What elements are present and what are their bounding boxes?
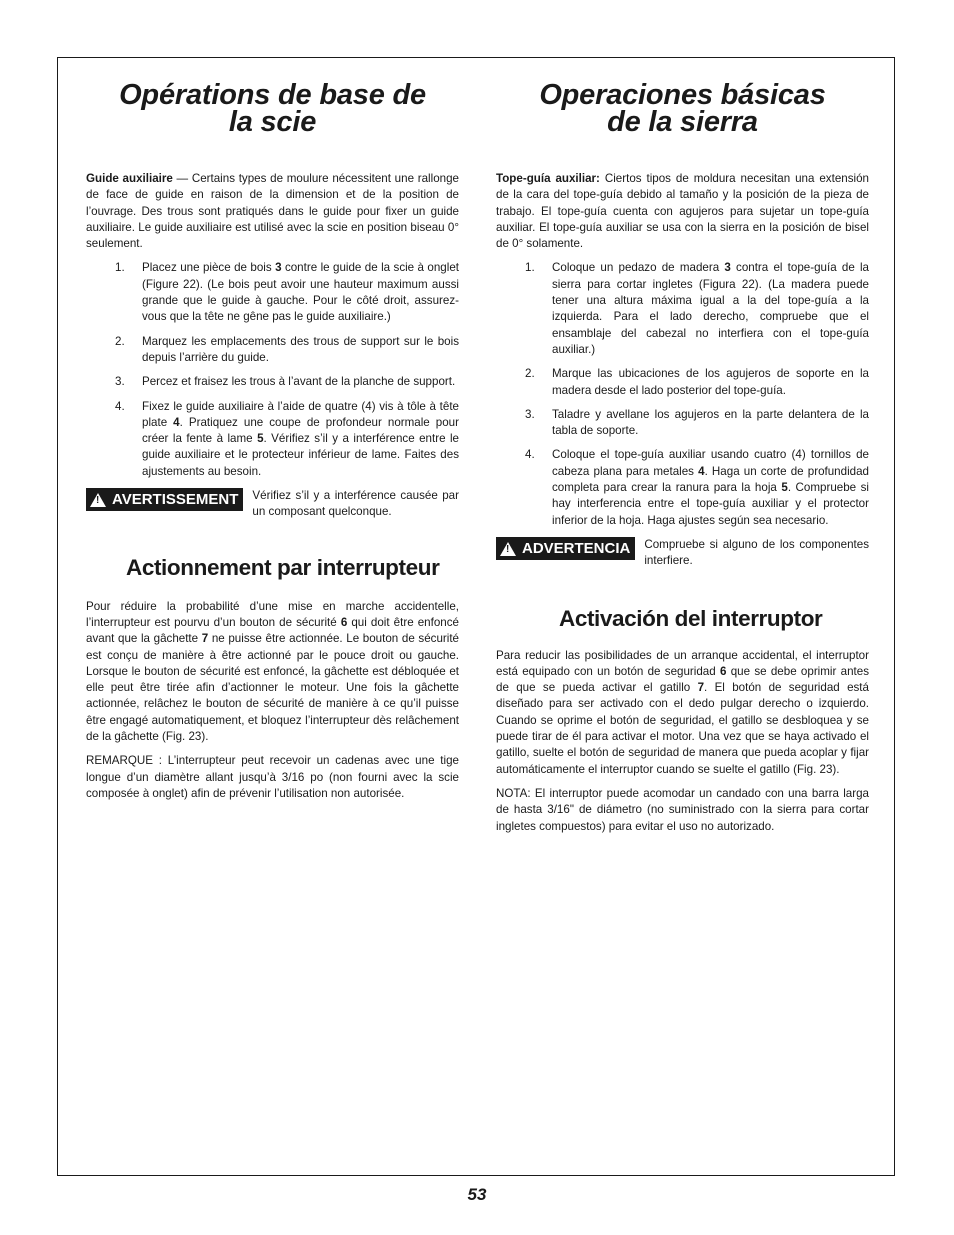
warning-badge (496, 537, 635, 560)
spanish-intro-text: Ciertos tipos de moldura necesitan una extensión de la cara del tope-guía debido al tamaño y la posición de la pieza de trabajo. El tope-guía cuenta con agujeros para sujetar un tope-guía auxiliar. El tope-guía auxiliar se usa con la sierra en la posición de bisel de 0° solamente. (496, 172, 869, 251)
warning-triangle-icon: ! (500, 542, 516, 556)
spanish-section-heading: Activación del interruptor (559, 605, 823, 631)
spanish-note: NOTA: El interruptor puede acomodar un candado con una barra larga de hasta 3/16" de diámetro (no suministrado con la sierra para cortar ingletes compuestos) para evitar el uso no autorizado. (496, 786, 869, 833)
warning-text: Vérifiez s’il y a interférence causée par un composant quelconque. (252, 489, 459, 519)
spanish-title-line2: de la sierra (607, 106, 758, 138)
list-item: 1. Placez une pièce de bois 3 contre le guide de la scie à onglet (Figure 22). (Le bois peut avoir une hauteur maximum aussi grande que le guide à gauche. Pour le côté droit, assurez-vous que la tête ne gêne pas le guide auxiliaire.) (115, 261, 459, 324)
warning-text: Compruebe si alguno de los componentes interfiere. (644, 537, 869, 568)
french-steps (86, 260, 459, 480)
spanish-intro (496, 171, 869, 252)
french-intro (86, 171, 459, 252)
warning-label: ADVERTENCIA (522, 539, 631, 557)
spanish-title (496, 79, 869, 157)
page-number: 53 (467, 1185, 487, 1204)
french-title-line1: Opérations de base de (119, 79, 426, 111)
french-title-line2: la scie (228, 106, 317, 138)
french-column (86, 79, 459, 810)
french-title (86, 79, 459, 157)
spanish-switch-paragraph: Para reducir las posibilidades de un arranque accidental, el interruptor está equipado con un botón de seguridad 6 que se debe oprimir antes de que se pueda activar el gatillo 7. El botón de seguridad está diseñado para ser activado con el dedo pulgar derecho o izquierdo. Cuando se oprime el botón de seguridad, el gatillo se desbloquea y se puede tirar de él para activar el motor. Una vez que se haya activado el gatillo, suelte el botón de seguridad de manera que pueda acoplar y fijar automáticamente el interruptor cuando se suelte el gatillo (Fig. 23). (496, 648, 869, 776)
warning-label: AVERTISSEMENT (112, 491, 239, 509)
list-item: 2. Marque las ubicaciones de los agujeros de soporte en la madera desde el lado posterior del tope-guía. (525, 367, 869, 397)
french-note: REMARQUE : L’interrupteur peut recevoir un cadenas avec une tige longue d’un diamètre allant jusqu’à 3/16 po (non fourni avec la scie composée à onglet) afin de prévenir l’utilisation non autorisée. (86, 754, 459, 800)
spanish-steps (496, 260, 869, 528)
french-intro-text: — Certains types de moulure nécessitent une rallonge de face de guide en raison de la dimension et de la position de l’ouvrage. Des trous sont pratiqués dans le guide pour fixer un guide auxiliaire. Le guide auxiliaire est utilisé avec la scie en position biseau 0° seulement. (86, 172, 459, 251)
warning-triangle-icon: ! (90, 493, 106, 507)
spanish-column (496, 79, 869, 843)
french-intro-lead: Guide auxiliaire (86, 172, 173, 185)
spanish-warning (496, 537, 869, 570)
list-item: 3. Percez et fraisez les trous à l’avant de la planche de support. (115, 375, 456, 389)
list-item: 1. Coloque un pedazo de madera 3 contra el tope-guía de la sierra para cortar ingletes (Figura 22). (La madera puede tener una altura máxima igual a la del tope-guía a la izquierda. Para el lado derecho, compruebe que el ensamblaje del cabezal no interfiera con el tope-guía auxiliar.) (525, 261, 869, 356)
list-item: 3. Taladre y avellane los agujeros en la parte delantera de la tabla de soporte. (525, 407, 869, 438)
spanish-title-line1: Operaciones básicas (539, 79, 826, 111)
french-section-heading: Actionnement par interrupteur (126, 554, 440, 580)
list-item: 4. Coloque el tope-guía auxiliar usando cuatro (4) tornillos de cabeza plana para metales 4. Haga un corte de profundidad completa para crear la ranura para la hoja 5. Compruebe si hay interferencia entre el tope-guía auxiliar y el protector inferior de la hoja. Haga ajustes según sea necesario. (525, 448, 869, 527)
french-warning (86, 488, 459, 521)
list-item: 4. Fixez le guide auxiliaire à l’aide de quatre (4) vis à tôle à tête plate 4. Pratiquez une coupe de profondeur normale pour créer la fente à lame 5. Vérifiez s’il y a interférence entre le guide auxiliaire et le protecteur inférieur de lame. Faites des ajustements au besoin. (115, 399, 459, 478)
french-switch-paragraph: Pour réduire la probabilité d’une mise en marche accidentelle, l’interrupteur est pourvu d’un bouton de sécurité 6 qui doit être enfoncé avant que la gâchette 7 ne puisse être actionnée. Le bouton de sécurité est conçu de manière à être actionné par le pouce droit ou gauche. Lorsque le bouton de sécurité est enfoncé, la gâchette est débloquée et elle peut être tirée afin d’actionner le moteur. Une fois la gâchette actionnée, relâchez le bouton de sécurité de manière à ce qu’il puisse être engagé automatiquement, et bloquez l’interrupteur dès relâchement de la gâchette (Fig. 23). (86, 599, 459, 744)
spanish-intro-lead: Tope-guía auxiliar: (496, 172, 600, 185)
warning-badge (86, 488, 243, 511)
list-item: 2. Marquez les emplacements des trous de support sur le bois depuis l’arrière du guide. (115, 334, 459, 364)
